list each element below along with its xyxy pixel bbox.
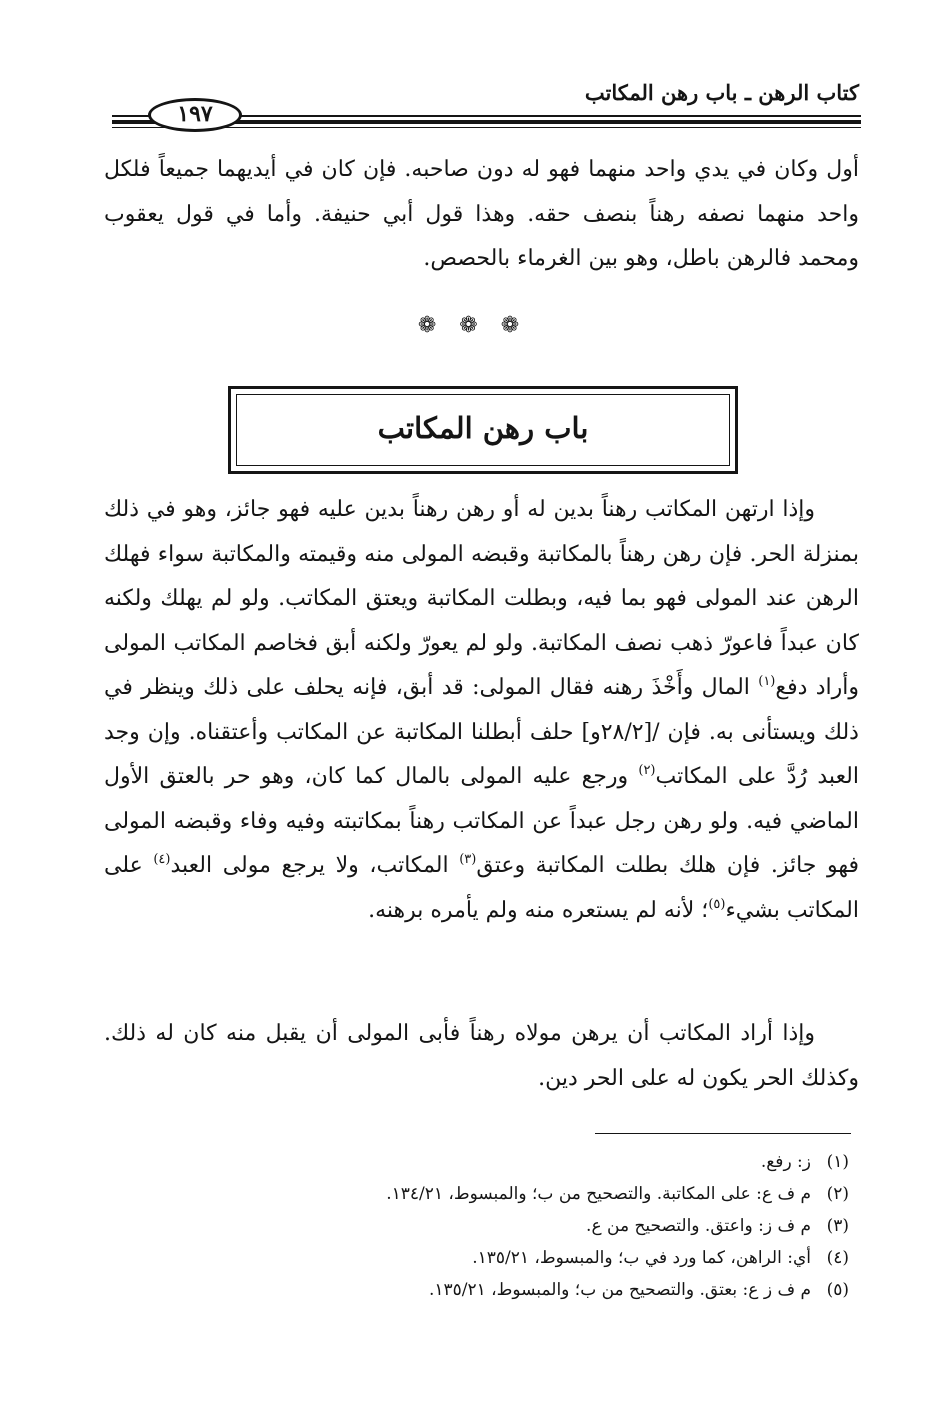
paragraph-main-text-1: وإذا ارتهن المكاتب رهناً بدين له أو رهن رهناً بدين عليه فهو جائز، وهو في ذلك بمنزلة الحر. فإن رهن رهناً بالمكاتبة وقبضه المولى منه وقيمته والمكاتبة سواء فهلك الرهن عند المولى فهو بما فيه، وبطلت المكاتبة ويعتق المكاتب. ولو لم يهلك ولكنه كان عبداً فاعورّ ذهب نصف المكاتبة. ولو لم يعورّ ولكنه أبق فخاصم المكاتب المولى وأراد دفع (104, 497, 860, 700)
footnote-ref-1: (١) (758, 674, 776, 689)
footnote-number: (١) (826, 1152, 849, 1172)
footnote-ref-5: (٥) (708, 896, 726, 912)
paragraph-continuation: أول وكان في يدي واحد منهما فهو له دون صاحبه. فإن كان في أيديهما جميعاً فلكل واحد منهما نصفه رهناً بنصف حقه. وهذا قول أبي حنيفة. وأما في قول يعقوب ومحمد فالرهن باطل، وهو بين الغرماء بالحصص. (104, 157, 859, 271)
footnote-item (104, 1242, 849, 1274)
paragraph-main-text-4: المكاتب، ولا يرجع مولى العبد (170, 853, 460, 878)
footnote-separator (595, 1133, 851, 1134)
paragraph-final: وإذا أراد المكاتب أن يرهن مولاه رهناً فأبى المولى أن يقبل منه كان له ذلك. وكذلك الحر يكون له على الحر دين. (104, 1021, 859, 1091)
footnote-text: ز: رفع. (760, 1152, 811, 1172)
section-ornament: ❁ ❁ ❁ (417, 313, 528, 338)
footnote-ref-3: (٣) (459, 852, 477, 867)
paragraph-main-text-5: على المكاتب بشيء (104, 853, 859, 923)
footnote-item (104, 1210, 849, 1242)
footnote-text: أي: الراهن، كما ورد في ب؛ والمبسوط، ١٣٥/٢١. (472, 1248, 811, 1268)
page-number: ١٩٧ (148, 98, 242, 132)
footnote-item (104, 1274, 849, 1306)
footnote-number: (٤) (826, 1248, 849, 1268)
footnote-item (104, 1146, 849, 1178)
footnote-ref-2: (٢) (638, 763, 656, 778)
footnote-list (104, 1146, 849, 1306)
paragraph-main-text-6: ؛ لأنه لم يستعره منه ولم يأمره برهنه. (368, 897, 709, 923)
footnote-number: (٣) (826, 1216, 849, 1236)
footnote-text: م ف ع: على المكاتبة. والتصحيح من ب؛ والمبسوط، ١٣٤/٢١. (386, 1184, 811, 1204)
footnote-ref-4: (٤) (153, 852, 171, 867)
paragraph-main-text-2: المال وأَخْذَ رهنه فقال المولى: قد أبق، فإنه يحلف على ذلك وينظر في ذلك ويستأنى به. فإن /[٢٨/٢و] حلف أبطلنا المكاتبة عن المكاتب وأعتقناه. وإن وجد العبد رُدَّ على المكاتب (104, 675, 860, 789)
footnote-number: (٢) (826, 1184, 849, 1204)
footnote-text: م ف ز ع: بعتق. والتصحيح من ب؛ والمبسوط، ١٣٥/٢١. (428, 1280, 811, 1300)
paragraph-main (104, 488, 859, 933)
footnote-number: (٥) (826, 1280, 849, 1300)
paragraph-main-text-3: ورجع عليه المولى بالمال كما كان، وهو حر بالعتق الأول الماضي فيه. ولو رهن رجل عبداً عن المكاتب رهناً بمكاتبته وفيه وفاء وقبضه المولى فهو جائز. فإن هلك بطلت المكاتبة وعتق (104, 764, 859, 878)
chapter-title: باب رهن المكاتب (377, 411, 589, 445)
running-title: كتاب الرهن ـ باب رهن المكاتب (584, 80, 859, 105)
footnote-text: م ف ز: واعتق. والتصحيح من ع. (586, 1216, 811, 1236)
footnote-item (104, 1178, 849, 1210)
